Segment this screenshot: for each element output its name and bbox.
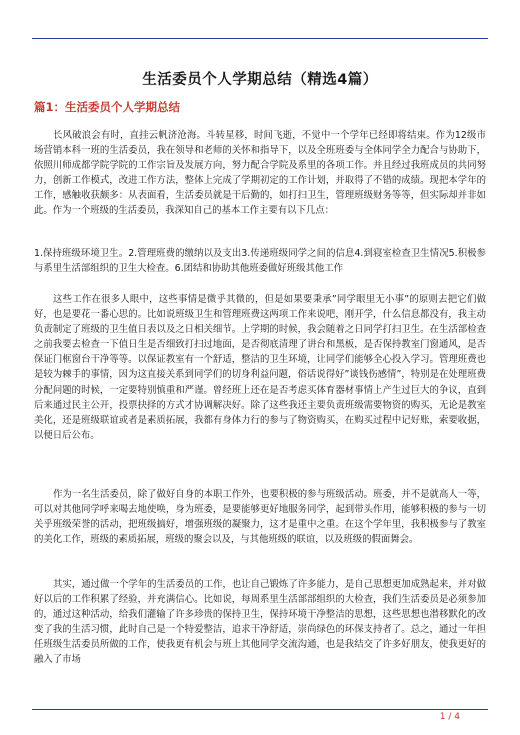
paragraph-text: 长风破浪会有时，直挂云帆济沧海。斗转星移，时间飞逝，不觉中一个学年已经即将结束。作为12级市场营销本科一班的生活委员，我在领导和老师的关怀和指导下，以及全班班委与全体同学全力配合与协助下，依照川师成都学院学院的工作宗旨及发展方向，努力配合学院及系里的各项工作。并且经过我班成员的共同努力，创新工作模式，改进工作方法，整体上完成了学期初定的工作计划，并取得了不错的成绩。现把本学年的工作，感触收获颇多：从表面看，生活委员就是干后勤的，如打扫卫生，管理班级财务等等，但实际却并非如此。作为一个班级的生活委员，我深知自己的基本工作主要有以下几点： [34, 130, 486, 217]
header-rule [32, 38, 488, 39]
page-number: 1 / 4 [439, 712, 460, 722]
section-heading: 篇1：生活委员个人学期总结 [34, 100, 181, 114]
paragraph-intro [34, 128, 486, 219]
paragraph-text: 这些工作在很多人眼中，这些事情是微乎其微的，但是如果要秉承”同学眼里无小事”的原则去把它们做好，也是要花一番心思的。比如说班级卫生和管理班费这两项工作来说吧，刚开学，什么信息都没有，我主动负责制定了班级的卫生值日表以及之日相关细节。上学期的时候，我会随着之日同学打扫卫生。在生活部检查之前我要去检查一下值日生是否细致打扫过地面，是否彻底清理了讲台和黑板，是否保持教室门窗通风，是否保证门框窗台干净等等。以保证教室有一个舒适，整洁的卫生环境，让同学们能够全心投入学习。管理班费也是较为棘手的事情，因为这直接关系到同学们的切身利益问题，俗话说得好”谈钱伤感情”，特别是在处理班费分配问题的时候，一定要特别慎重和严谨。曾经班上还在是否考虑买体育器材事情上产生过巨大的争议，直到后来通过民主公开，投票抉择的方式才协调解决好。除了这些我还主要负责班级需要物资的购买，无论是教室美化，还是班级联谊或者是素质拓展，我都有身体力行的参与了物资购买，在购买过程中记好账，索要收据，以便日后公布。 [34, 294, 486, 441]
paragraph-text: 作为一名生活委员，除了做好自身的本职工作外，也要积极的参与班级活动。班委，并不是就高人一等，可以对其他同学呼来喝去地使唤，身为班委，是要能够更好地服务同学，起到带头作用，能够积极的参与一切关乎班级荣誉的活动，把班级搞好，增强班级的凝聚力，这才是重中之重。在这个学年里，我积极参与了教室的美化工作，班级的素质拓展，班级的聚会以及，与其他班级的联谊，以及班级的假面舞会。 [34, 489, 486, 546]
paragraph-text: 1.保持班级环境卫生。2.管理班费的缴纳以及支出3.传递班级同学之间的信息4.到寝室检查卫生情况5.积极参与系里生活部组织的卫生大检查。6.团结和协助其他班委做好班级其他工作 [34, 248, 486, 275]
paragraph-details [34, 292, 486, 443]
paragraph-reflection [34, 577, 486, 668]
footer-rule [32, 709, 488, 710]
paragraph-text: 其实，通过做一个学年的生活委员的工作，也让自己锻炼了许多能力，是自己思想更加成熟起来，并对做好以后的工作积累了经验，并充满信心。比如说，每周系里生活部部组织的大检查，我们生活委员是必须参加的，通过这种活动，给我们灌输了许多珍贵的保持卫生，保持环境干净整洁的思想，这些思想也潜移默化的改变了我的生活习惯，此时自己是一个特爱整洁，追求干净舒适，崇尚绿色的环保支持者了。总之，通过一年担任班级生活委员所做的工作，使我更有机会与班上其他同学交流沟通，也是我结交了许多好朋友，使我更好的融入了市场 [34, 579, 486, 666]
paragraph-duties-list [34, 246, 486, 276]
paragraph-activities [34, 487, 486, 547]
document-title: 生活委员个人学期总结（精选4篇） [142, 72, 378, 88]
